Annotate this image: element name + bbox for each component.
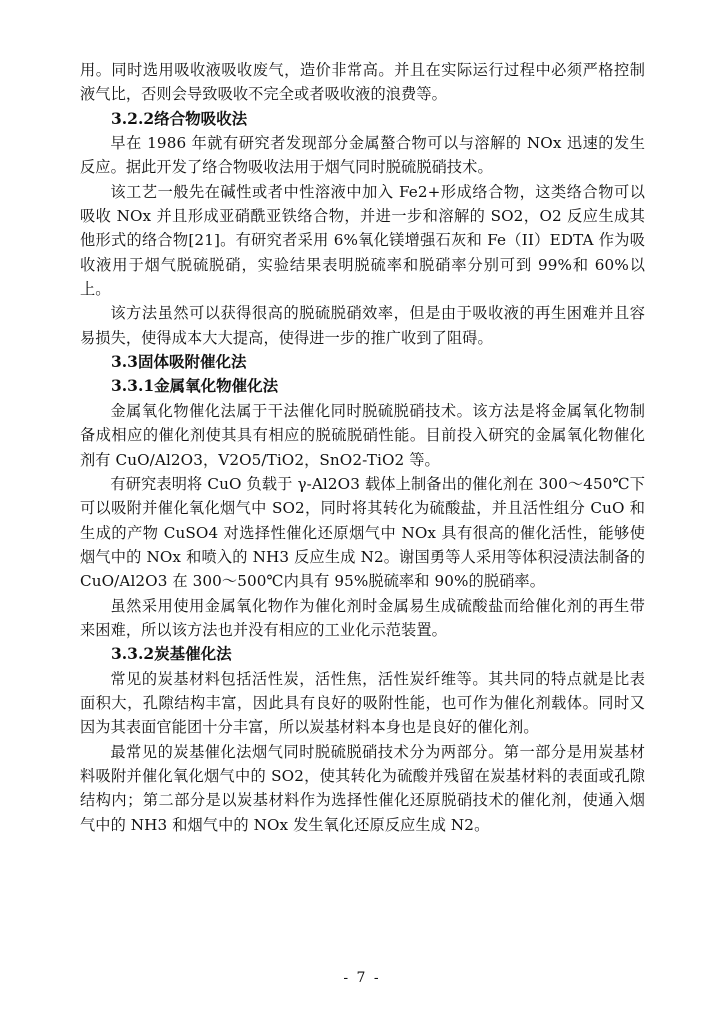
paragraph-3-3-1-3: 虽然采用使用金属氧化物作为催化剂时金属易生成硫酸盐而给催化剂的再生带来困难，所以该方法也并没有相应的工业化示范装置。 xyxy=(80,596,645,639)
paragraph-3-2-2-2: 该工艺一般先在碱性或者中性溶液中加入 Fe2+形成络合物，这类络合物可以吸收 NOx 并且形成亚硝酰亚铁络合物，并进一步和溶解的 SO2，O2 反应生成其他形式的络合物[21]。有研究者采用 6%氧化镁增强石灰和 Fe（II）EDTA 作为吸收液用于烟气脱硫脱硝，实验结果表明脱硫率和脱硝率分别可到 99%和 60%以上。 xyxy=(80,182,645,299)
heading-3-3-2: 3.3.2炭基催化法 xyxy=(111,644,232,664)
page-number: - 7 - xyxy=(343,970,381,986)
heading-3-3: 3.3固体吸附催化法 xyxy=(111,352,247,372)
heading-3-2-2: 3.2.2络合物吸收法 xyxy=(111,108,248,128)
paragraph-lead: 用。同时选用吸收液吸收废气，造价非常高。并且在实际运行过程中必须严格控制液气比，否则会导致吸收不完全或者吸收液的浪费等。 xyxy=(80,61,645,104)
heading-3-3-1: 3.3.1金属氧化物催化法 xyxy=(111,376,279,396)
paragraph-3-3-2-1: 常见的炭基材料包括活性炭，活性焦，活性炭纤维等。其共同的特点就是比表面积大，孔隙结构丰富，因此具有良好的吸附性能，也可作为催化剂载体。同时又因为其表面官能团十分丰富，所以炭基材料本身也是良好的催化剂。 xyxy=(80,669,645,737)
paragraph-3-3-1-1: 金属氧化物催化法属于干法催化同时脱硫脱硝技术。该方法是将金属氧化物制备成相应的催化剂使其具有相应的脱硫脱硝性能。目前投入研究的金属氧化物催化剂有 CuO/Al2O3，V2O5/TiO2，SnO2-TiO2 等。 xyxy=(80,401,645,469)
paragraph-3-2-2-1: 早在 1986 年就有研究者发现部分金属螯合物可以与溶解的 NOx 迅速的发生反应。据此开发了络合物吸收法用于烟气同时脱硫脱硝技术。 xyxy=(80,134,645,177)
document-body xyxy=(80,58,645,837)
paragraph-3-3-1-2: 有研究表明将 CuO 负载于 γ-Al2O3 载体上制备出的催化剂在 300～450℃下可以吸附并催化氧化烟气中 SO2，同时将其转化为硫酸盐，并且活性组分 CuO 和生成的产物 CuSO4 对选择性催化还原烟气中 NOx 具有很高的催化活性，能够使烟气中的 NOx 和喷入的 NH3 反应生成 N2。谢国勇等人采用等体积浸渍法制备的 CuO/Al2O3 在 300～500℃内具有 95%脱硫率和 90%的脱硝率。 xyxy=(80,474,645,591)
paragraph-3-3-2-2: 最常见的炭基催化法烟气同时脱硫脱硝技术分为两部分。第一部分是用炭基材料吸附并催化氧化烟气中的 SO2，使其转化为硫酸并残留在炭基材料的表面或孔隙结构内；第二部分是以炭基材料作为选择性催化还原脱硝技术的催化剂，使通入烟气中的 NH3 和烟气中的 NOx 发生氧化还原反应生成 N2。 xyxy=(80,742,645,834)
paragraph-3-2-2-3: 该方法虽然可以获得很高的脱硫脱硝效率，但是由于吸收液的再生困难并且容易损失，使得成本大大提高，使得进一步的推广收到了阻碍。 xyxy=(80,304,645,347)
